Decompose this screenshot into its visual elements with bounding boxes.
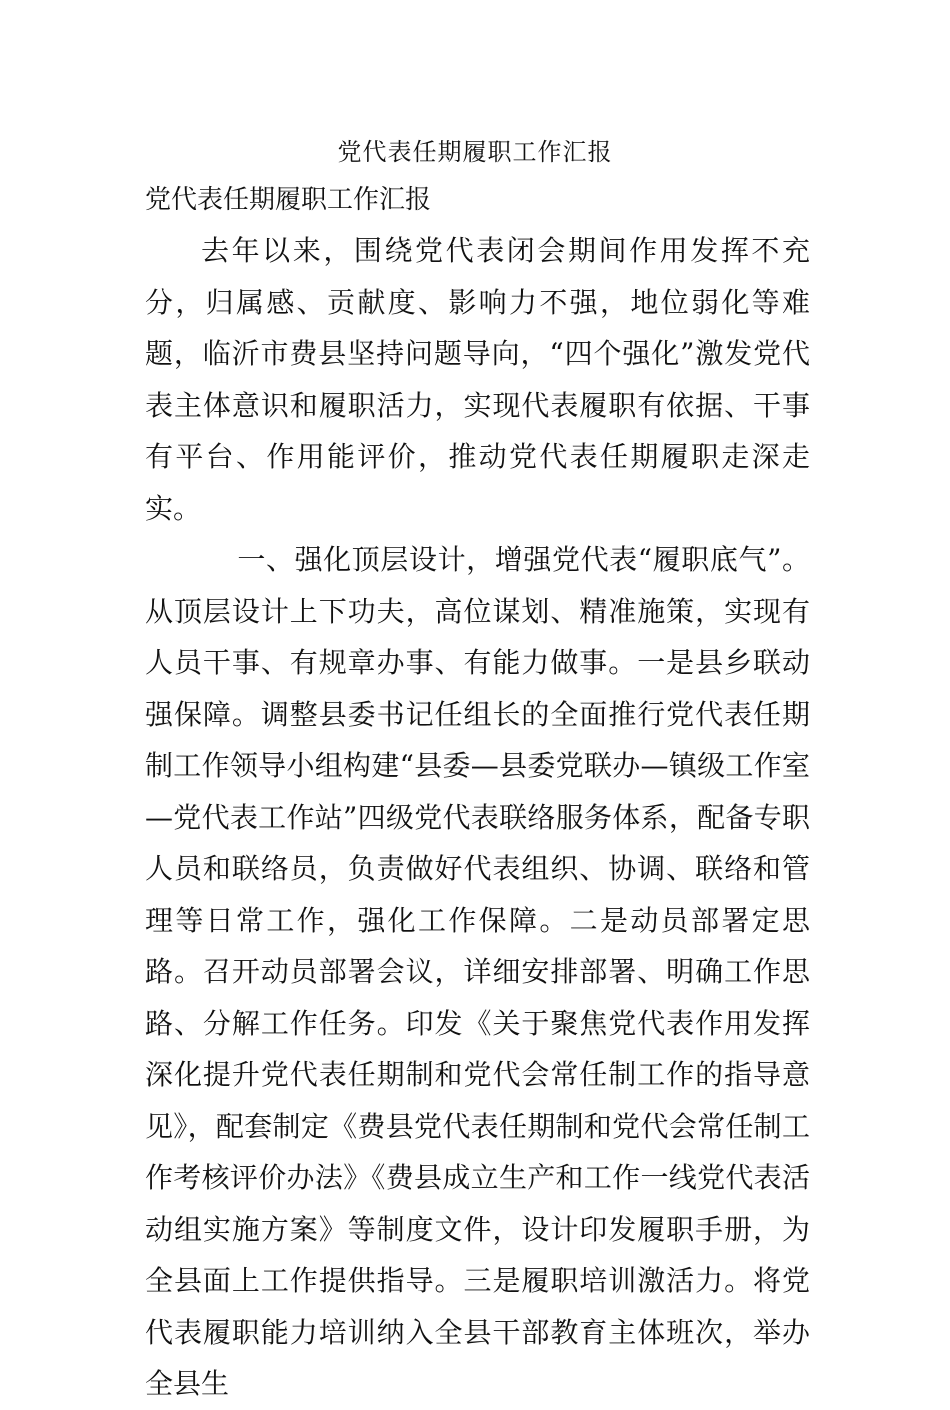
document-title: 党代表任期履职工作汇报 — [337, 138, 613, 166]
document-body — [145, 225, 810, 1410]
paragraph-intro: 去年以来，围绕党代表闭会期间作用发挥不充分，归属感、贡献度、影响力不强，地位弱化等难题，临沂市费县坚持问题导向，“四个强化”激发党代表主体意识和履职活力，实现代表履职有依据、干事有平台、作用能评价，推动党代表任期履职走深走实。 — [145, 234, 810, 525]
paragraph-section-1: 一、强化顶层设计，增强党代表“履职底气”。从顶层设计上下功夫，高位谋划、精准施策，实现有人员干事、有规章办事、有能力做事。一是县乡联动强保障。调整县委书记任组长的全面推行党代表任期制工作领导小组构建“县委—县委党联办—镇级工作室—党代表工作站”四级党代表联络服务体系，配备专职人员和联络员，负责做好代表组织、协调、联络和管理等日常工作，强化工作保障。二是动员部署定思路。召开动员部署会议，详细安排部署、明确工作思路、分解工作任务。印发《关于聚焦党代表作用发挥深化提升党代表任期制和党代会常任制工作的指导意见》，配套制定《费县党代表任期制和党代会常任制工作考核评价办法》《费县成立生产和工作一线党代表活动组实施方案》等制度文件，设计印发履职手册，为全县面上工作提供指导。三是履职培训激活力。将党代表履职能力培训纳入全县干部教育主体班次，举办全县生 — [145, 543, 810, 1400]
document-subtitle: 党代表任期履职工作汇报 — [145, 185, 432, 215]
